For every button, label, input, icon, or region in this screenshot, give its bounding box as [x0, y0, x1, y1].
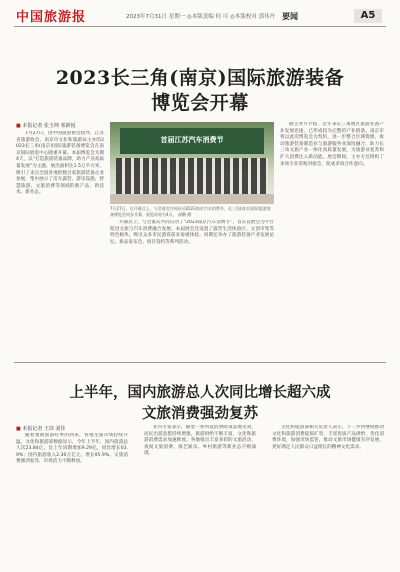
article1-paragraph: 7月27日，由中国旅游协会指导，江苏省旅游协会、南京市文化和旅游局主办的2023长三角(南京)国际旅游装备博览会在南京国际展览中心隆重开幕。本届博览会为期4天，以“打造旅游装备品牌，助力产业高质量发展”为主题，展出面积达1.5万平方米，吸引了来自全国各地的数百家旅游装备企业参展，集中展示了房车露营、游乐设施、智慧旅游、文旅消费等领域的新产品、新技术、新业态。 [16, 131, 104, 196]
article2-column-3 [272, 425, 384, 565]
photo-banner-text: 首届江苏汽车消费节 [160, 136, 224, 144]
article2-paragraph: 文化和旅游部相关负责人表示，下一步将继续推动文化和旅游消费提质扩容，丰富优质产品供给，优化消费环境，加强市场监管，推动文旅市场健康有序发展，更好满足人民群众日益增长的精神文化需求。 [272, 425, 384, 450]
article2-headline-line2: 文旅消费强劲复苏 [142, 405, 258, 422]
article1-column-2 [110, 220, 274, 359]
article1-headline-line2: 博览会开幕 [151, 92, 249, 114]
article2-paragraph: 业内专家表示，随着一系列促消费政策落地见效，居民出游意愿持续增强，旅游供给不断丰富，文化和旅游消费需求加速释放。各地推出丰富多彩的文旅活动，夜间文旅消费、演艺娱乐、乡村旅游等新业态不断涌现。 [144, 425, 256, 457]
article2-headline-line1: 上半年，国内旅游总人次同比增长超六成 [69, 384, 331, 401]
section-title: 要闻 [282, 12, 298, 21]
photo-floor [110, 194, 274, 204]
article1-byline: ■ 本报记者 张玉坤 邓新悦 [16, 122, 76, 129]
photo-caption: 7月27日，在开幕式上，与会嘉宾共同启动2023南京汽车消费节，长三角(南京)国际旅游装备博览会同步开幕，展览时间为4天。 郝鹏 摄 [110, 206, 271, 217]
section-divider [14, 362, 386, 363]
article1-column-3 [280, 122, 384, 359]
newspaper-masthead [0, 0, 400, 30]
issue-date-line: 2023年7月31日 星期一 ◎本版责编 何 可 ◎本版校对 郭伟丹 [126, 14, 276, 20]
article1-paragraph: 开幕式上，与会嘉宾共同启动了“2023南京汽车消费节”，旨在以展会为平台促进文旅与汽车消费融合发展。本届展会还设置了露营生活体验区、文创市集等特色板块，吸引众多市民游客前来参观体验。同期还举办了旅游装备产业发展论坛、新品发布会、项目签约等系列活动。 [110, 220, 274, 245]
article2-column-1 [16, 433, 128, 565]
article1-paragraph: 据主办方介绍，近年来长三角地区旅游装备产业发展迅速，已形成较为完整的产业链条。南京市将以此次博览会为契机，进一步整合区域资源，推动旅游装备制造业与旅游服务业深度融合，助力长三角文旅产业一体化高质量发展，为旅游业复苏和扩大消费注入新动能。展会期间，主办方还组织了多场专业采购对接会，促成多项合作意向。 [280, 122, 384, 167]
article2-paragraph: 随着暑期旅游旺季的到来，各地文旅市场持续升温。文化和旅游部数据显示，今年上半年，国内旅游总人次23.84亿，比上年同期增加9.29亿，同比增长63.9%；国内旅游收入2.30万亿元，增长95.9%。文旅消费强劲复苏，市场活力不断释放。 [16, 433, 128, 465]
header-rule [14, 26, 386, 27]
article2-byline: ■ 本报记者 王玮 刘佳 [16, 425, 66, 432]
article1-column-1 [16, 131, 104, 359]
page-number-badge: A5 [354, 9, 382, 23]
event-photo [110, 122, 274, 204]
article1-headline-line1: 2023长三角(南京)国际旅游装备 [55, 67, 345, 89]
article2-column-2 [144, 425, 256, 565]
photo-crowd [116, 158, 268, 198]
newspaper-logo: 中国旅游报 [16, 10, 87, 25]
